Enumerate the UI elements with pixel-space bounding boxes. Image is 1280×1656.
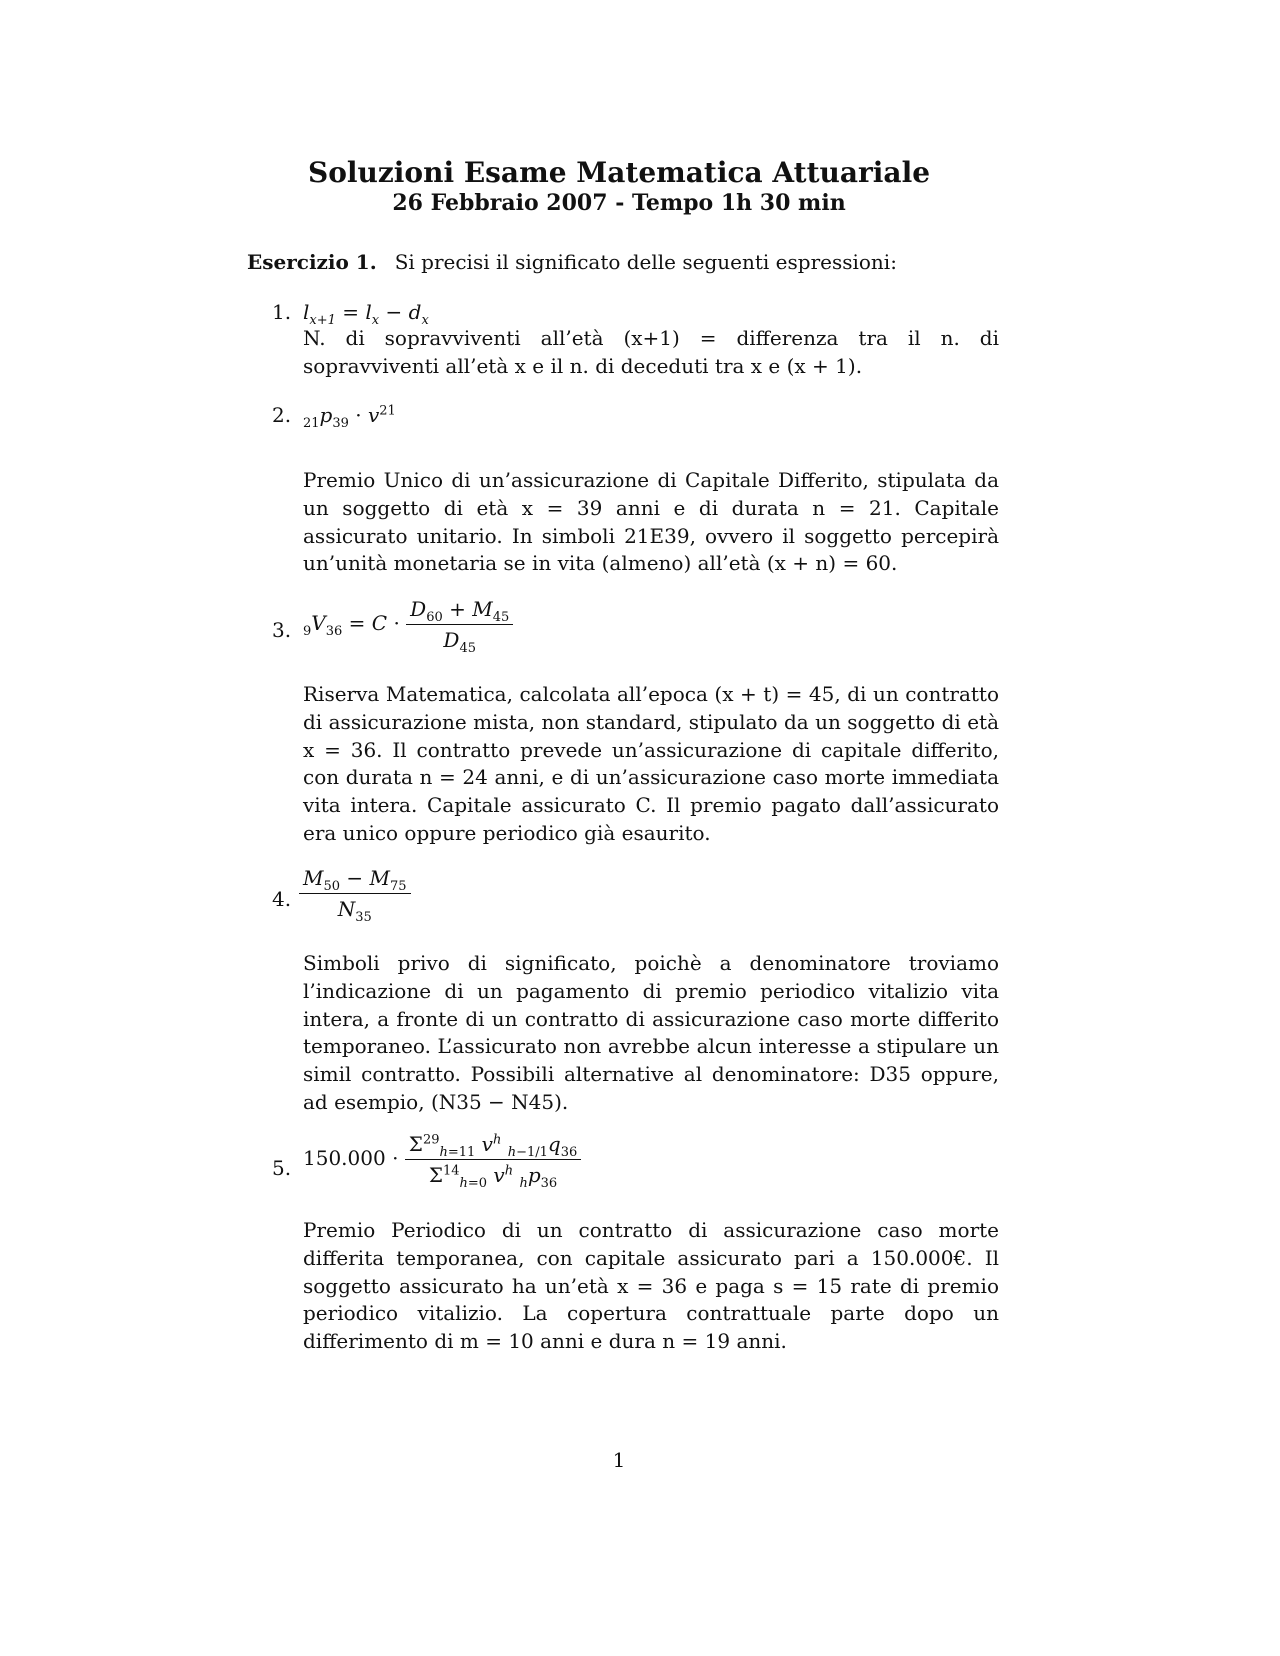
exercise-heading [247,250,897,274]
item-5-fraction: $\frac{\Sigma^{29}_{h=11} v^h _{h-1/1}q_{36}}{\Sigma^{14}_{h=0} v^h _hp_{36}}$ [405,1132,581,1187]
item-3-text: Riserva Matematica, calcolata all’epoca (x + t) = 45, di un contratto di assicurazione mista, non standard, stipulato da un soggetto di età x = 36. Il contratto prevede un’assicurazione di capitale differito, con durata n = 24 anni, e di un’assicurazione caso morte immediata vita intera. Capitale assicurato C. Il premio pagato dall’assicurato era unico oppure periodico già esaurito. [303,682,999,845]
item-5-number: 5. [272,1156,292,1180]
item-4-fraction: $\frac{M_{50} - M_{75}}{N_{35}}$ [299,866,411,921]
item-4-text: Simboli privo di significato, poichè a denominatore troviamo l’indicazione di un pagamento di premio periodico vitalizio vita intera, a fronte di un contratto di assicurazione caso morte differito temporaneo. L’assicurato non avrebbe alcun interesse a stipulare un simil contratto. Possibili alternative al denominatore: D35 oppure, ad esempio, (N35 − N45). [303,951,999,1114]
item-3-number: 3. [272,618,292,642]
item-5-text: Premio Periodico di un contratto di assicurazione caso morte differita temporanea, con capitale assicurato pari a 150.000€. Il soggetto assicurato ha un’età x = 36 e paga s = 15 rate di premio periodico vitalizio. La copertura contrattuale parte dopo un differimento di m = 10 anni e dura n = 19 anni. [303,1218,999,1354]
page-number: 1 [612,1448,626,1472]
item-4-formula [299,866,411,925]
document-subtitle: 26 Febbraio 2007 - Tempo 1h 30 min [392,190,846,216]
exercise-label: Esercizio 1. [247,250,377,274]
item-2-formula: $_{21}p_{39} \cdot v^{21}$ [303,403,396,431]
item-1-text: N. di sopravviventi all’età (x+1) = differenza tra il n. di sopravviventi all’età x e il n. di deceduti tra x e (x + 1). [303,326,999,378]
item-2-number: 2. [272,403,292,427]
item-5-formula: 150.000 · $\frac{\Sigma^{29}_{h=11} v^h _{h-1/1}q_{36}}{\Sigma^{14}_{h=0} v^h _hp_{36}}$ [303,1132,581,1187]
item-1-formula: $l_{x+1} = l_x - d_x$ [303,300,429,328]
item-3-fraction: $\frac{D_{60} + M_{45}}{D_{45}}$ [406,597,513,652]
exercise-prompt: Si precisi il significato delle seguenti espressioni: [394,250,897,274]
document-title: Soluzioni Esame Matematica Attuariale [307,156,931,189]
item-2-text: Premio Unico di un’assicurazione di Capitale Differito, stipulata da un soggetto di età x = 39 anni e di durata n = 21. Capitale assicurato unitario. In simboli 21E39, ovvero il soggetto percepirà un’unità monetaria se in vita (almeno) all’età (x + n) = 60. [303,468,999,576]
item-1-number: 1. [272,300,292,324]
item-4-number: 4. [272,887,292,911]
item-5-coefficient: 150.000 [303,1146,386,1170]
item-3-formula: $_9V_{36} = C$ · $\frac{D_{60} + M_{45}}{D_{45}}$ [303,597,513,652]
